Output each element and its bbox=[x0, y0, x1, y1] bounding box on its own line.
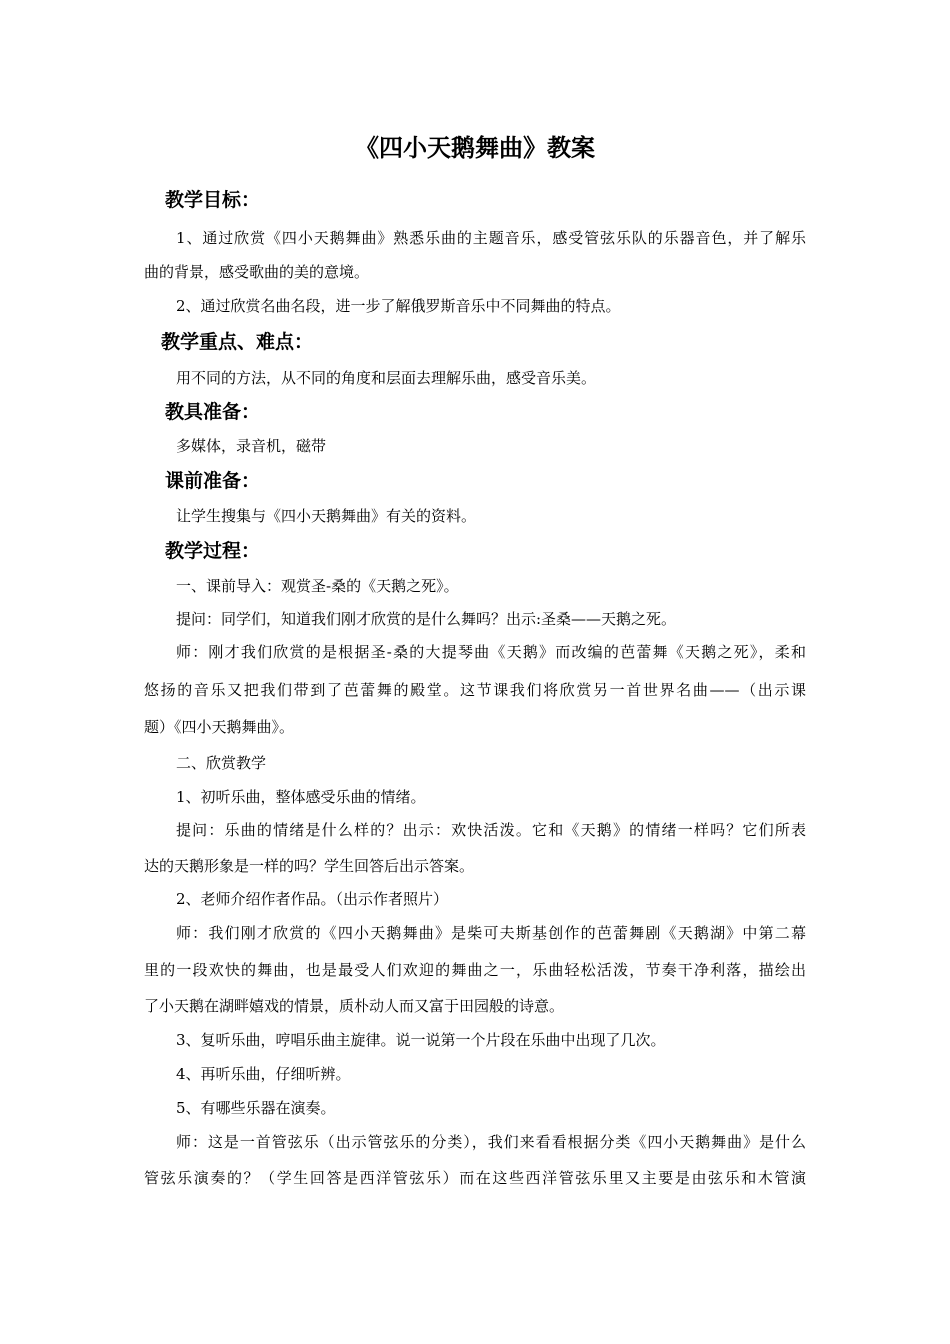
heading-key-points: 教学重点、难点： bbox=[161, 331, 314, 353]
process-line-8: 提问：乐曲的情绪是什么样的？出示：欢快活泼。它和《天鹅》的情绪一样吗？它们所表 bbox=[176, 821, 806, 839]
process-line-11: 师：我们刚才欣赏的《四小天鹅舞曲》是柴可夫斯基创作的芭蕾舞剧《天鹅湖》中第二幕 bbox=[176, 924, 806, 942]
heading-teaching-goals: 教学目标： bbox=[165, 189, 261, 211]
process-line-7: 1、初听乐曲，整体感受乐曲的情绪。 bbox=[176, 788, 426, 806]
process-line-9: 达的天鹅形象是一样的吗？学生回答后出示答案。 bbox=[144, 857, 475, 875]
heading-teaching-process: 教学过程： bbox=[165, 540, 261, 562]
document-title: 《四小天鹅舞曲》教案 bbox=[355, 134, 595, 162]
key-points-line-1: 用不同的方法，从不同的角度和层面去理解乐曲，感受音乐美。 bbox=[176, 369, 597, 387]
process-line-6: 二、欣赏教学 bbox=[176, 754, 267, 772]
process-line-17: 师：这是一首管弦乐（出示管弦乐的分类），我们来看看根据分类《四小天鹅舞曲》是什么 bbox=[176, 1133, 806, 1151]
process-line-5: 题）《四小天鹅舞曲》。 bbox=[144, 718, 295, 736]
process-line-4: 悠扬的音乐又把我们带到了芭蕾舞的殿堂。这节课我们将欣赏另一首世界名曲——（出示课 bbox=[144, 681, 806, 699]
process-line-12: 里的一段欢快的舞曲，也是最受人们欢迎的舞曲之一，乐曲轻松活泼，节奏干净利落，描绘出 bbox=[144, 961, 806, 979]
process-line-15: 4、再听乐曲，仔细听辨。 bbox=[176, 1065, 351, 1083]
goals-line-3: 2、通过欣赏名曲名段，进一步了解俄罗斯音乐中不同舞曲的特点。 bbox=[176, 297, 621, 315]
process-line-2: 提问：同学们，知道我们刚才欣赏的是什么舞吗？出示:圣桑——天鹅之死。 bbox=[176, 610, 677, 628]
process-line-16: 5、有哪些乐器在演奏。 bbox=[176, 1099, 336, 1117]
process-line-18: 管弦乐演奏的？（学生回答是西洋管弦乐）而在这些西洋管弦乐里又主要是由弦乐和木管演 bbox=[144, 1169, 806, 1187]
heading-teaching-tools: 教具准备： bbox=[165, 401, 261, 423]
process-line-10: 2、老师介绍作者作品。（出示作者照片） bbox=[176, 890, 449, 908]
process-line-14: 3、复听乐曲，哼唱乐曲主旋律。说一说第一个片段在乐曲中出现了几次。 bbox=[176, 1031, 666, 1049]
goals-line-2: 曲的背景，感受歌曲的美的意境。 bbox=[144, 263, 370, 281]
process-line-1: 一、课前导入：观赏圣-桑的《天鹅之死》。 bbox=[176, 577, 459, 595]
process-line-3: 师：刚才我们欣赏的是根据圣-桑的大提琴曲《天鹅》而改编的芭蕾舞《天鹅之死》，柔和 bbox=[176, 643, 806, 661]
tools-line-1: 多媒体，录音机，磁带 bbox=[176, 437, 327, 455]
process-line-13: 了小天鹅在湖畔嬉戏的情景，质朴动人而又富于田园般的诗意。 bbox=[144, 997, 565, 1015]
goals-line-1: 1、通过欣赏《四小天鹅舞曲》熟悉乐曲的主题音乐，感受管弦乐队的乐器音色，并了解乐 bbox=[176, 229, 806, 247]
prep-line-1: 让学生搜集与《四小天鹅舞曲》有关的资料。 bbox=[176, 507, 477, 525]
heading-pre-class-prep: 课前准备： bbox=[165, 470, 261, 492]
